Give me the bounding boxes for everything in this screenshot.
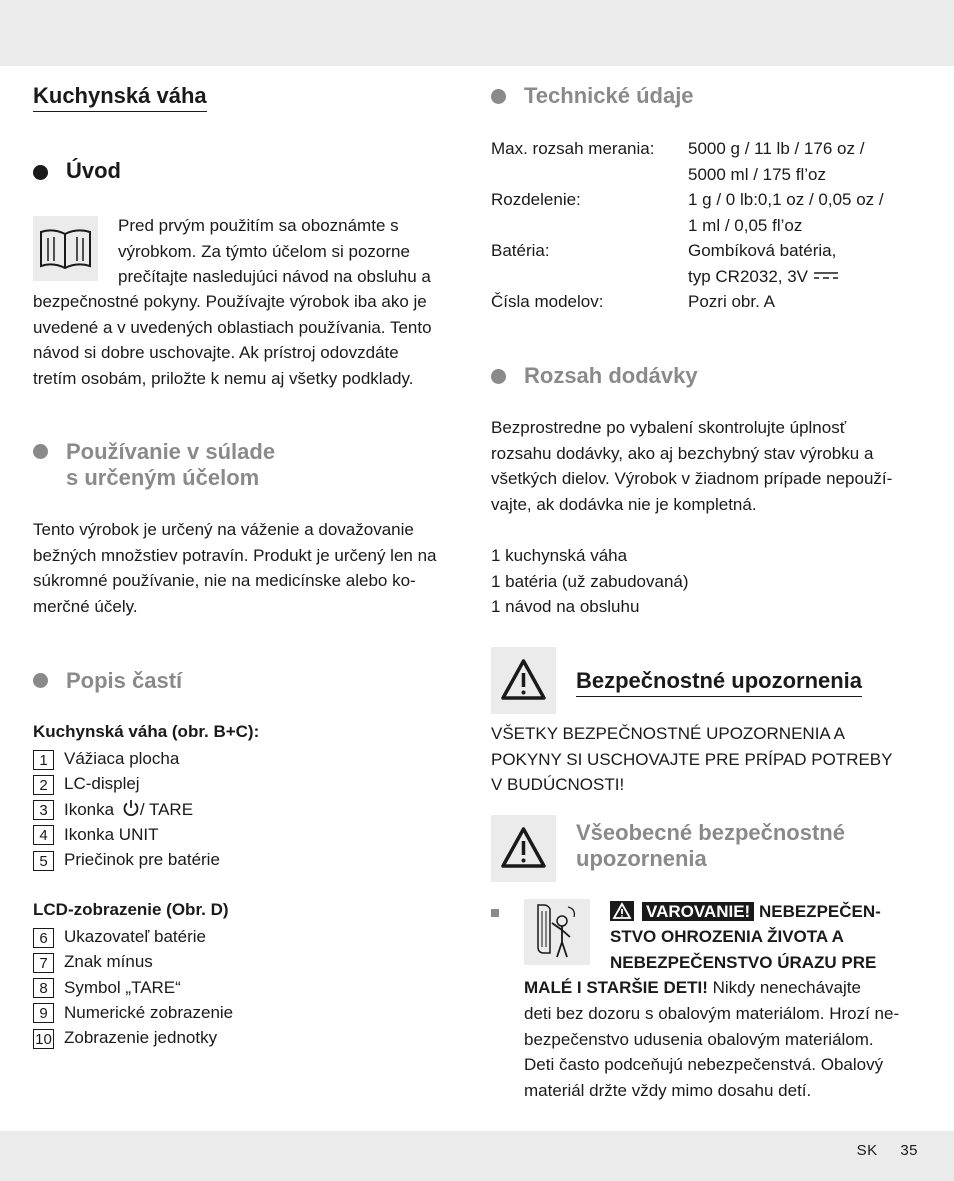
list-item: 2 LC-displej <box>33 771 220 796</box>
bullet-dot <box>33 444 48 459</box>
tech-table <box>491 136 884 315</box>
list-item: 3 Ikonka / TARE <box>33 797 220 822</box>
warning-triangle-icon <box>491 815 556 882</box>
warning-headline: VAROVANIE! NEBEZPEČEN- <box>642 899 881 925</box>
list-item: 8 Symbol „TARE“ <box>33 975 233 1000</box>
page-title: Kuchynská váha <box>33 83 207 112</box>
table-row: Rozdelenie: 1 g / 0 lb:0,1 oz / 0,05 oz / <box>491 190 884 209</box>
list-item: 9 Numerické zobrazenie <box>33 1000 233 1025</box>
warning-bold-line3: NEBEZPEČENSTVO ÚRAZU PRE <box>610 953 877 972</box>
list-item: 1 návod na obsluhu <box>491 597 640 616</box>
page-footer <box>839 1142 918 1159</box>
list-item: 1 kuchynská váha <box>491 546 628 565</box>
bullet-dot <box>33 673 48 688</box>
list-item: 1 Vážiaca plocha <box>33 746 220 771</box>
delivery-list <box>491 543 689 620</box>
language-code: SK <box>856 1142 878 1159</box>
list-item: 6 Ukazovateľ batérie <box>33 924 233 949</box>
lcd-list <box>33 924 233 1050</box>
bullet-dot <box>491 89 506 104</box>
list-item: 1 batéria (už zabudovaná) <box>491 571 689 591</box>
footer-band <box>0 1131 954 1181</box>
bullet-square <box>491 909 499 917</box>
section-heading-safety: Bezpečnostné upozornenia <box>576 668 862 697</box>
table-row: typ CR2032, 3V <box>491 264 884 290</box>
page-number: 35 <box>900 1142 918 1159</box>
table-row: 1 ml / 0,05 fl’oz <box>688 215 803 235</box>
child-packaging-icon <box>524 899 590 965</box>
warning-small-icon <box>610 901 634 921</box>
list-item: 7 Znak mínus <box>33 949 233 974</box>
lcd-subtitle: LCD-zobrazenie (Obr. D) <box>33 900 229 919</box>
table-row: Čísla modelov: Pozri obr. A <box>491 292 775 311</box>
header-band <box>0 0 954 66</box>
section-heading-intro: Úvod <box>66 158 121 183</box>
section-heading-intended-use: Používanie v súlade s určeným účelom <box>66 439 276 490</box>
warning-label: VAROVANIE! <box>642 902 754 921</box>
list-item: 4 Ikonka UNIT <box>33 822 220 847</box>
bullet-dot <box>33 165 48 180</box>
safety-caps-text: VŠETKY BEZPEČNOSTNÉ UPOZORNENIA A POKYNY SI USCHOVAJTE PRE PRÍPAD POTREBY V BUDÚCNOSTI! <box>491 724 893 794</box>
warning-triangle-icon <box>491 647 556 714</box>
warning-line4: MALÉ I STARŠIE DETI! Nikdy nenechávajte <box>524 978 861 997</box>
section-heading-delivery: Rozsah dodávky <box>524 363 698 388</box>
table-row: Max. rozsah merania: 5000 g / 11 lb / 176 oz / <box>491 139 865 158</box>
intended-use-text: Tento výrobok je určený na váženie a dovažovanie bežných množstiev potravín. Produkt je určený len na súkromné používanie, nie na medicínske alebo ko- merčné účely. <box>33 520 437 616</box>
bullet-dot <box>491 369 506 384</box>
warning-text: deti bez dozoru s obalovým materiálom. Hrozí ne- bezpečenstvo udusenia obalovým materiálom. Deti často podceňujú nebezpečenstvá. Obalový materiál držte vždy mimo dosahu detí. <box>524 1004 900 1100</box>
power-icon <box>122 799 140 817</box>
section-heading-general-safety: Všeobecné bezpečnostné upozornenia <box>576 820 845 871</box>
list-item: 10 Zobrazenie jednotky <box>33 1025 233 1050</box>
section-heading-tech: Technické údaje <box>524 83 694 108</box>
section-heading-parts: Popis častí <box>66 668 183 693</box>
warning-bold-line2: STVO OHROZENIA ŽIVOTA A <box>610 927 844 946</box>
parts-list <box>33 746 220 872</box>
book-icon <box>33 216 98 281</box>
delivery-text: Bezprostredne po vybalení skontrolujte úplnosť rozsahu dodávky, ako aj bezchybný stav výrobku a všetkých dielov. Výrobok v žiadnom prípade nepouží- vajte, ak dodávka nie je kompletná. <box>491 418 893 514</box>
parts-subtitle: Kuchynská váha (obr. B+C): <box>33 722 260 741</box>
intro-text: bezpečnostné pokyny. Používajte výrobok iba ako je uvedené a v uvedených oblastiach používania. Tento návod si dobre uschovajte. Ak prístroj odovzdáte tretím osobám, priložte k nemu aj všetky podklady. <box>33 292 432 388</box>
intro-text-beside: Pred prvým použitím sa oboznámte s výrobkom. Za týmto účelom si pozorne prečítajte nasledujúci návod na obsluhu a <box>118 216 431 286</box>
table-row: Batéria: Gombíková batéria, <box>491 241 837 260</box>
table-row: 5000 ml / 175 fl’oz <box>688 164 826 184</box>
dc-symbol-icon <box>813 270 839 282</box>
list-item: 5 Priečinok pre batérie <box>33 847 220 872</box>
